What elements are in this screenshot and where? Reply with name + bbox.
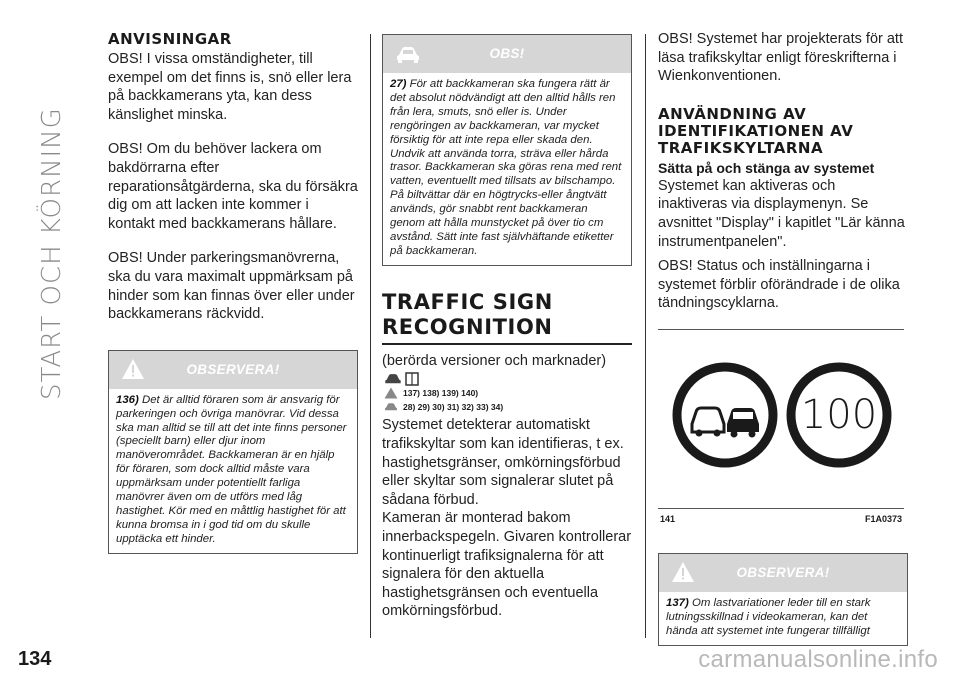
heading-rule xyxy=(382,343,632,345)
warning-refs xyxy=(384,386,632,400)
paragraph: OBS! Status och inställningarna i systemet förblir oförändrade i de olika tändningscyklarna. xyxy=(658,258,900,312)
section-heading: RECOGNITION xyxy=(382,314,553,339)
notice-box xyxy=(382,34,632,266)
section-heading: TRAFIKSKYLTARNA xyxy=(658,138,824,157)
paragraph: OBS! I vissa omständigheter, till exempel om det finns is, snö eller lera på backkamerans yta, kan dess känslighet minska. xyxy=(108,51,352,123)
section-heading: ANVÄNDNING AV xyxy=(658,104,807,123)
heading-anvisningar: ANVISNINGAR xyxy=(108,30,232,48)
warning-box xyxy=(108,350,358,554)
paragraph: Systemet detekterar automatiskt trafikskyltar som kan identifieras, t ex. hastighetsgränser, omkörningsförbud eller skyltar som signalerar slutet på sådana förbud. xyxy=(382,417,624,508)
column-1 xyxy=(108,30,358,554)
notice-box-body xyxy=(383,73,631,265)
speed-limit-value: 100 xyxy=(800,391,878,438)
notice-ref-list: 28) 29) 30) 31) 32) 33) 34) xyxy=(403,402,504,413)
notice-box-title: OBS! xyxy=(489,46,525,61)
notice-box-header xyxy=(383,35,631,73)
section-heading: TRAFFIC SIGN xyxy=(382,289,553,314)
column-3 xyxy=(658,30,908,646)
paragraph: OBS! Under parkeringsmanövrerna, ska du vara maximalt uppmärksam på hinder som kan finnas över eller under backkamerans räckvidd. xyxy=(108,250,355,323)
note-text: För att backkameran ska fungera rätt är det absolut nödvändigt att den alltid hålls ren från lera, smuts, snö eller is. Under rengöringen av backkameran, var mycket försiktig för att inte repa eller skada den. Undvik att använda torra, sträva eller hårda trasor. Backkameran ska göras rena med rent vatten, eventuellt med tillsats av bilschampo. På biltvättar där en högtrycks-eller ångtvätt används, gör snabbt rent backkameran genom att hålla munstycket på över tio cm avstånd. Sätt inte fast självhäftande etiketter på backkameran. xyxy=(390,78,622,257)
note-number: 136) xyxy=(116,393,139,406)
notice-refs xyxy=(384,400,632,414)
section-heading: IDENTIFIKATIONEN AV xyxy=(658,121,854,140)
subheading: Sätta på och stänga av systemet xyxy=(658,159,875,176)
warning-ref-list: 137) 138) 139) 140) xyxy=(403,388,479,399)
figure-number: 141 xyxy=(660,513,676,524)
paragraph: OBS! Om du behöver lackera om bakdörrarna efter reparationsåtgärderna, ska du försäkra dig om att lacken inte kommer i kontakt med backkamerans hållare. xyxy=(108,141,358,232)
note-text: Om lastvariationer leder till en stark lutningsskillnad i videokameran, kan det hända att systemet inte fungerar tillfälligt xyxy=(666,596,871,637)
book-icon xyxy=(404,372,420,386)
paragraph: Systemet kan aktiveras och inaktiveras via displaymenyn. Se avsnittet "Display" i kapitlet "Lär känna instrumentpanelen". xyxy=(658,177,905,250)
warning-box-body xyxy=(659,592,907,645)
warning-box-title: OBSERVERA! xyxy=(736,564,830,580)
figure-code: F1A0373 xyxy=(864,513,902,524)
paragraph: OBS! Systemet har projekterats för att läsa trafikskyltar enligt föreskrifterna i Wienkonventionen. xyxy=(658,31,903,85)
column-2 xyxy=(382,30,632,621)
page-number: 134 xyxy=(18,648,52,670)
warning-box-body xyxy=(109,389,357,553)
warning-box xyxy=(658,553,908,646)
warning-triangle-icon xyxy=(384,387,398,399)
figure-traffic-signs xyxy=(658,329,904,524)
column-divider xyxy=(645,34,646,638)
versions-note: (berörda versioner och marknader) xyxy=(382,352,607,369)
note-text: Det är alltid föraren som är ansvarig för parkeringen och övriga manövrar. Vid dessa ska man alltid se till att det inte finns personer (speciellt barn) eller djur inom manöverområdet. Backkameran är en hjälp för föraren, som dock alltid måste vara uppmärksam under potentiellt farliga manövrer även om de utförs med låg hastighet. Kör med en måttlig hastighet för att kunna bromsa in i god tid om du skulle upptäcka ett hinder. xyxy=(116,393,347,545)
column-divider xyxy=(370,34,371,638)
car-icon xyxy=(382,372,404,386)
warning-box-header xyxy=(109,351,357,389)
note-number: 137) xyxy=(666,596,689,609)
paragraph: Kameran är monterad bakom innerbackspegeln. Givaren kontrollerar kontinuerligt trafiksignalerna för att signalera för den aktuella hastighetsgränsen och eventuella omkörningsförbud. xyxy=(382,510,632,620)
warning-box-header xyxy=(659,554,907,592)
warning-box-title: OBSERVERA! xyxy=(186,361,280,377)
watermark: carmanualsonline.info xyxy=(698,646,938,673)
note-number: 27) xyxy=(390,78,407,90)
chapter-side-title: START OCH KÖRNING xyxy=(37,107,67,400)
car-icon xyxy=(384,401,398,413)
no-overtaking-sign xyxy=(672,362,778,468)
